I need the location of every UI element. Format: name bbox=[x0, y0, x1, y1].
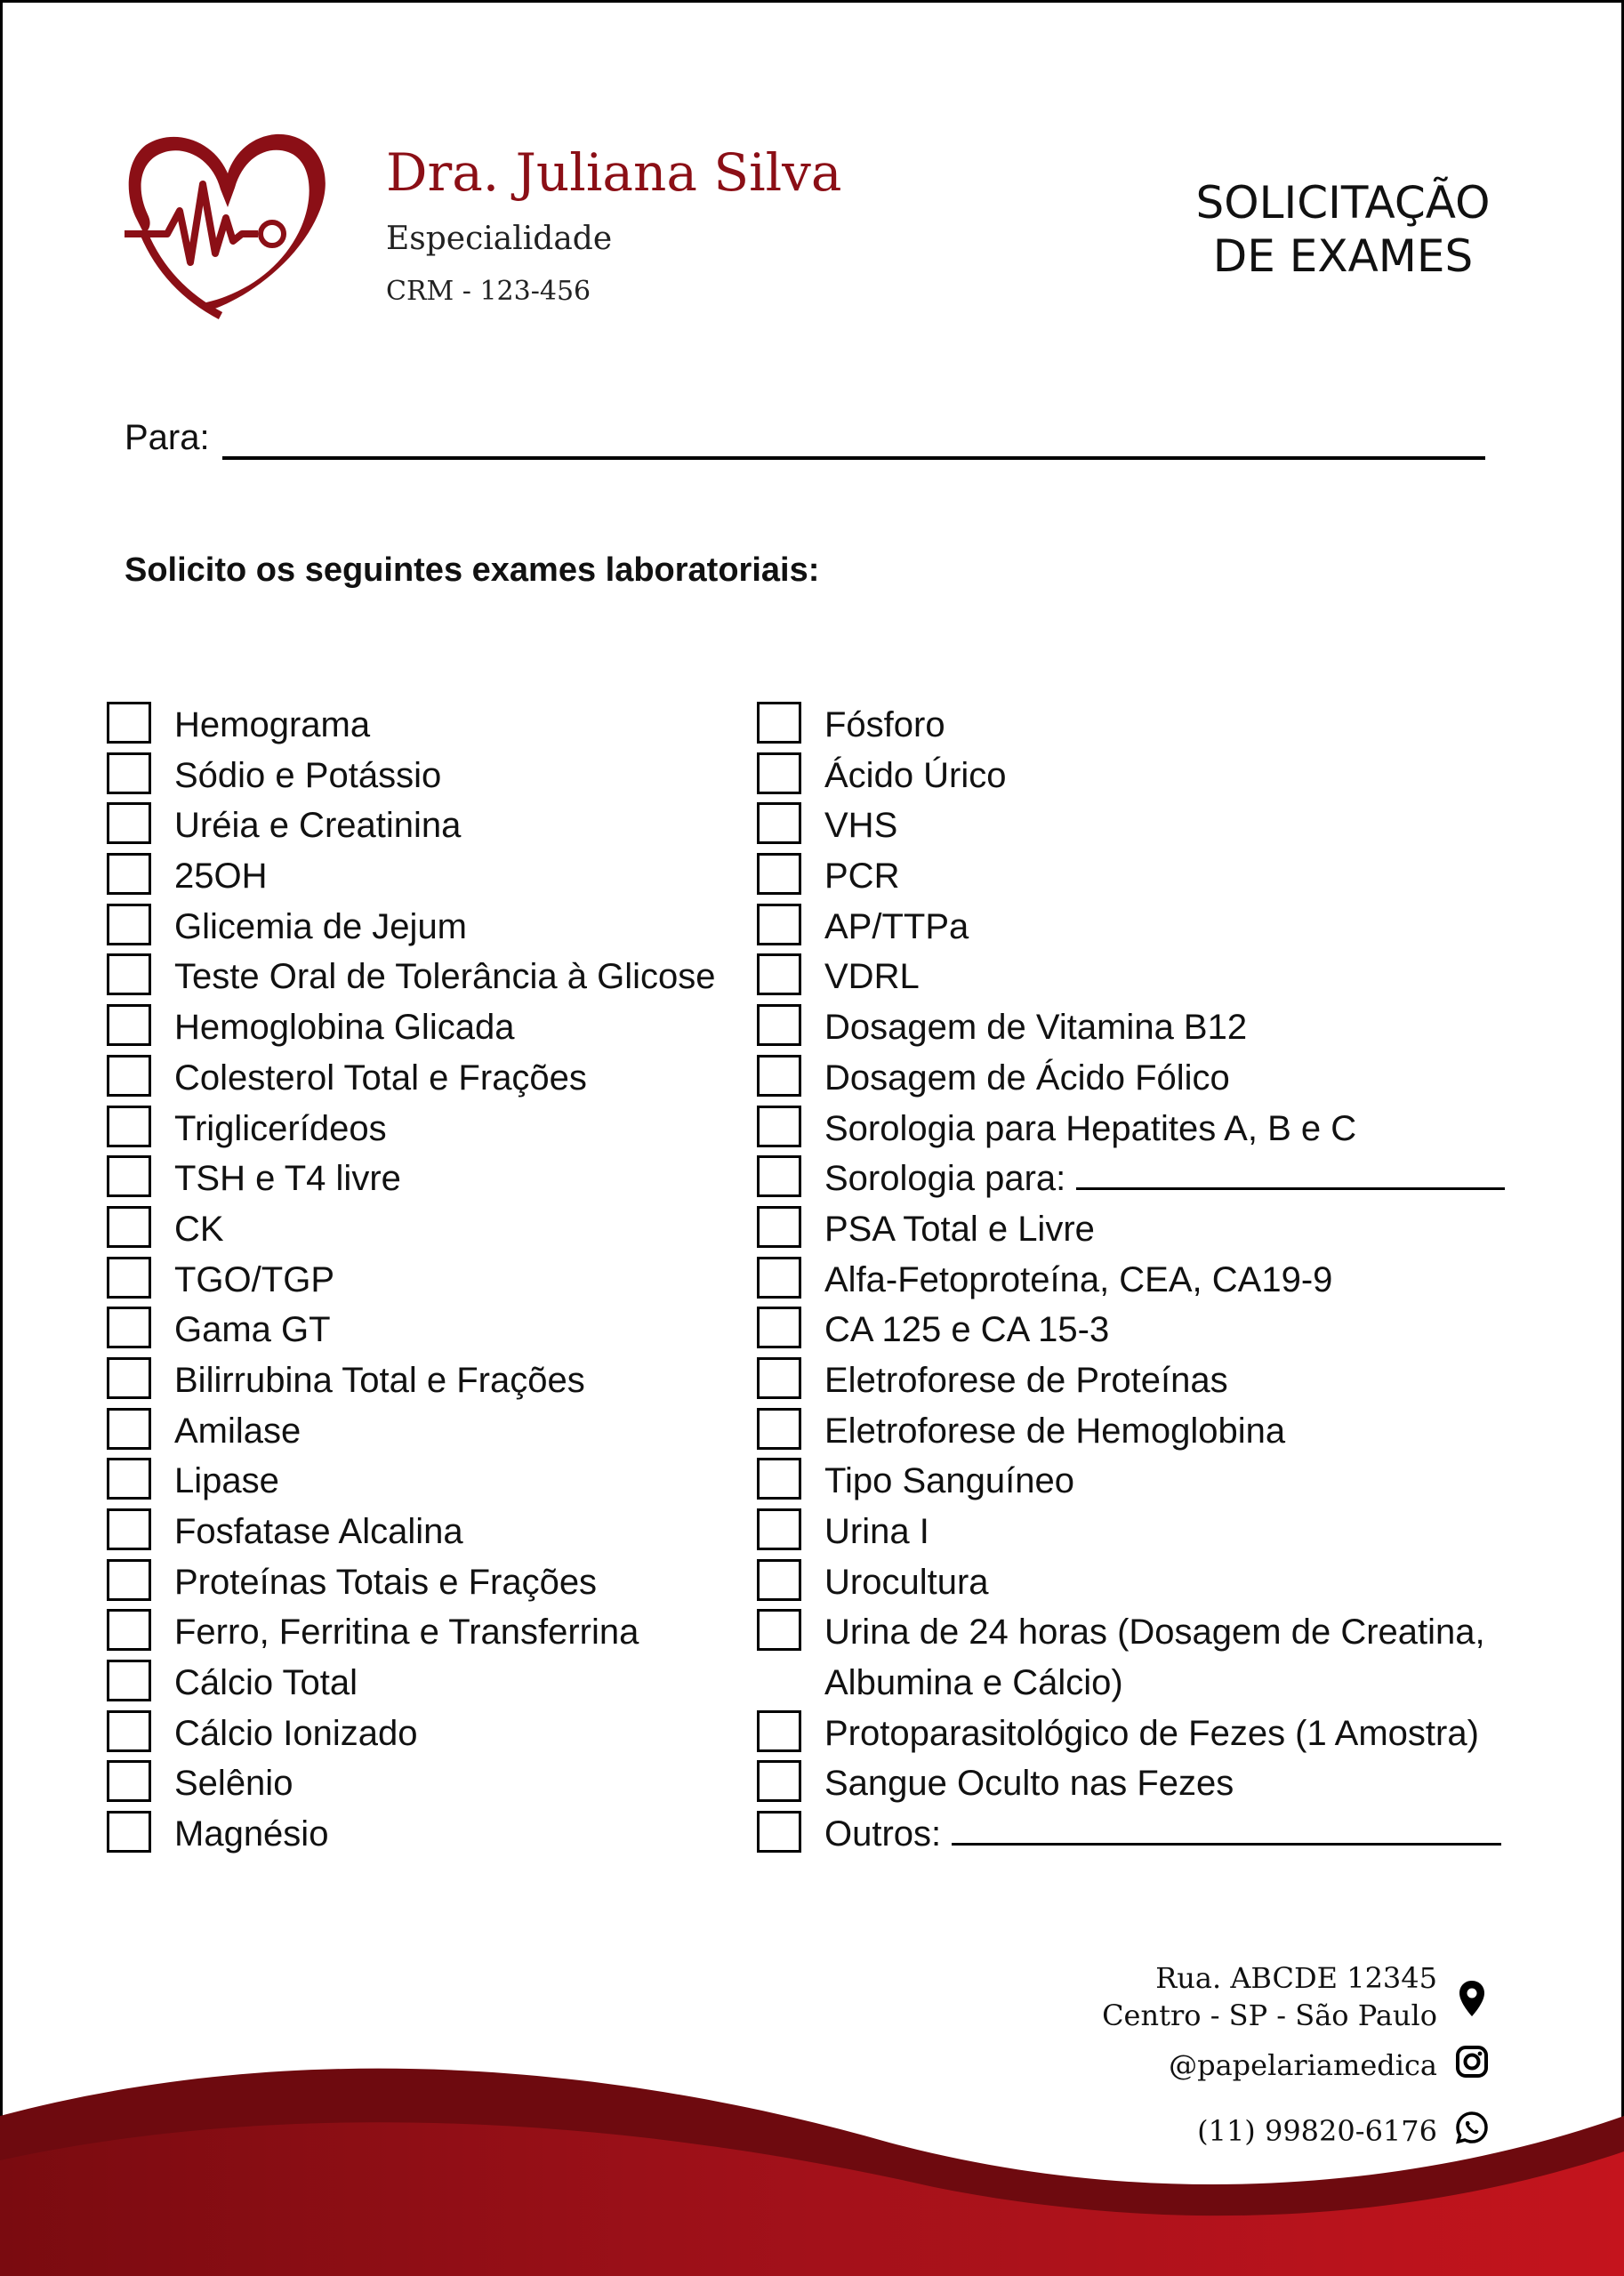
exam-checkbox[interactable] bbox=[107, 1106, 151, 1147]
exam-label bbox=[824, 1154, 1505, 1204]
exam-checkbox[interactable] bbox=[107, 904, 151, 945]
exam-checkbox[interactable] bbox=[757, 1508, 801, 1550]
exam-checkbox[interactable] bbox=[107, 853, 151, 895]
exam-label: Magnésio bbox=[174, 1814, 329, 1854]
exam-label: Bilirrubina Total e Frações bbox=[174, 1360, 585, 1400]
exam-label: Lipase bbox=[174, 1461, 279, 1501]
exam-checkbox[interactable] bbox=[107, 1307, 151, 1348]
exam-label: CK bbox=[174, 1209, 224, 1249]
instagram-handle[interactable]: @papelariamedica bbox=[1169, 2048, 1437, 2082]
para-field[interactable] bbox=[222, 456, 1485, 460]
specialty: Especialidade bbox=[386, 221, 613, 257]
exam-label: Eletroforese de Proteínas bbox=[824, 1360, 1228, 1400]
exam-checkbox[interactable] bbox=[757, 1811, 801, 1853]
exam-checkbox[interactable] bbox=[757, 904, 801, 945]
exam-checkbox[interactable] bbox=[757, 752, 801, 794]
doctor-name: Dra. Juliana Silva bbox=[386, 142, 842, 203]
exam-label: Urocultura bbox=[824, 1562, 989, 1602]
exam-checkbox[interactable] bbox=[757, 702, 801, 744]
para-label: Para: bbox=[125, 418, 210, 457]
exam-checkbox[interactable] bbox=[757, 1559, 801, 1601]
exam-label: Dosagem de Ácido Fólico bbox=[824, 1058, 1230, 1098]
exam-label: Ácido Úrico bbox=[824, 755, 1007, 795]
exam-checkbox[interactable] bbox=[757, 1106, 801, 1147]
exam-label: Selênio bbox=[174, 1764, 293, 1804]
exam-checkbox[interactable] bbox=[107, 1206, 151, 1248]
exam-checkbox[interactable] bbox=[107, 1710, 151, 1752]
exam-checkbox[interactable] bbox=[757, 1206, 801, 1248]
crm-number: CRM - 123-456 bbox=[386, 276, 591, 307]
title-line-2: DE EXAMES bbox=[1212, 230, 1474, 282]
exam-checkbox[interactable] bbox=[757, 1760, 801, 1802]
exam-checkbox[interactable] bbox=[107, 1408, 151, 1450]
exam-checkbox[interactable] bbox=[757, 1257, 801, 1299]
exam-label: Colesterol Total e Frações bbox=[174, 1058, 587, 1098]
map-pin-icon bbox=[1459, 1980, 1485, 2017]
exam-label: Fosfatase Alcalina bbox=[174, 1512, 463, 1551]
exam-label: Urina I bbox=[824, 1512, 929, 1551]
exam-label: Tipo Sanguíneo bbox=[824, 1461, 1074, 1501]
exam-checkbox[interactable] bbox=[107, 1559, 151, 1601]
exam-checkbox[interactable] bbox=[107, 1155, 151, 1197]
exam-checkbox[interactable] bbox=[107, 1004, 151, 1046]
exam-label: VHS bbox=[824, 806, 898, 846]
exam-label: TGO/TGP bbox=[174, 1259, 334, 1299]
exam-checkbox[interactable] bbox=[757, 1609, 801, 1651]
exam-checkbox[interactable] bbox=[107, 1811, 151, 1853]
exam-checkbox[interactable] bbox=[757, 1458, 801, 1500]
exam-checkbox[interactable] bbox=[107, 1760, 151, 1802]
exam-label: Cálcio Total bbox=[174, 1663, 358, 1703]
exam-label: Hemograma bbox=[174, 705, 371, 744]
exam-checkbox[interactable] bbox=[107, 752, 151, 794]
exam-label: Triglicerídeos bbox=[174, 1108, 387, 1148]
exam-checkbox[interactable] bbox=[107, 702, 151, 744]
document-title bbox=[1156, 176, 1530, 283]
title-line-1: SOLICITAÇÃO bbox=[1195, 177, 1491, 229]
exam-label: Gama GT bbox=[174, 1310, 331, 1350]
exam-checkbox[interactable] bbox=[107, 1609, 151, 1651]
exam-label: Proteínas Totais e Frações bbox=[174, 1562, 598, 1602]
exam-label: 25OH bbox=[174, 857, 268, 897]
exam-label-continued: Albumina e Cálcio) bbox=[824, 1663, 1123, 1703]
request-heading: Solicito os seguintes exames laboratoriais: bbox=[125, 551, 820, 589]
exam-label: Hemoglobina Glicada bbox=[174, 1008, 515, 1048]
exam-label: Ferro, Ferritina e Transferrina bbox=[174, 1613, 639, 1653]
exam-label: Amilase bbox=[174, 1411, 301, 1451]
exam-label: Eletroforese de Hemoglobina bbox=[824, 1411, 1286, 1451]
exam-label: PCR bbox=[824, 857, 900, 897]
exam-checkbox[interactable] bbox=[757, 1357, 801, 1399]
exam-checkbox[interactable] bbox=[757, 1307, 801, 1348]
exam-label: Uréia e Creatinina bbox=[174, 806, 462, 846]
sorologia-label: Sorologia para: bbox=[824, 1159, 1066, 1199]
footer-wave bbox=[0, 2045, 1624, 2276]
outros-label: Outros: bbox=[824, 1814, 942, 1854]
exam-checkbox[interactable] bbox=[757, 1155, 801, 1197]
exam-label: Urina de 24 horas (Dosagem de Creatina, bbox=[824, 1613, 1485, 1653]
exam-label: CA 125 e CA 15-3 bbox=[824, 1310, 1110, 1350]
exam-checkbox[interactable] bbox=[757, 853, 801, 895]
heart-pulse-logo-icon bbox=[125, 129, 338, 320]
exam-label: Fósforo bbox=[824, 705, 945, 744]
exam-checkbox[interactable] bbox=[757, 1710, 801, 1752]
exam-checkbox[interactable] bbox=[107, 1458, 151, 1500]
exam-checkbox[interactable] bbox=[757, 953, 801, 995]
exam-checkbox[interactable] bbox=[107, 1508, 151, 1550]
exam-label: Teste Oral de Tolerância à Glicose bbox=[174, 957, 716, 997]
exam-checkbox[interactable] bbox=[107, 1055, 151, 1097]
exam-label: Protoparasitológico de Fezes (1 Amostra) bbox=[824, 1713, 1479, 1753]
exam-checkbox[interactable] bbox=[107, 1257, 151, 1299]
sorologia-fill-field[interactable] bbox=[1076, 1161, 1505, 1190]
exam-label: Cálcio Ionizado bbox=[174, 1713, 418, 1753]
outros-fill-field[interactable] bbox=[952, 1816, 1501, 1846]
exam-label: Sódio e Potássio bbox=[174, 755, 442, 795]
phone-number[interactable]: (11) 99820-6176 bbox=[1197, 2114, 1437, 2148]
exam-label: Alfa-Fetoproteína, CEA, CA19-9 bbox=[824, 1259, 1333, 1299]
exam-label: AP/TTPa bbox=[824, 906, 969, 946]
exam-checkbox[interactable] bbox=[757, 1004, 801, 1046]
exam-label: TSH e T4 livre bbox=[174, 1159, 401, 1199]
exam-checkbox[interactable] bbox=[757, 802, 801, 844]
exam-label: Sorologia para Hepatites A, B e C bbox=[824, 1108, 1357, 1148]
exam-checkbox[interactable] bbox=[757, 1408, 801, 1450]
exam-label bbox=[824, 1809, 1501, 1860]
exam-checkbox[interactable] bbox=[107, 953, 151, 995]
address-line-2: Centro - SP - São Paulo bbox=[1102, 1999, 1437, 2032]
exam-label: Dosagem de Vitamina B12 bbox=[824, 1008, 1248, 1048]
exam-checkbox[interactable] bbox=[107, 1660, 151, 1701]
exam-checkbox[interactable] bbox=[757, 1055, 801, 1097]
exam-checkbox[interactable] bbox=[107, 1357, 151, 1399]
address-line-1: Rua. ABCDE 12345 bbox=[1155, 1961, 1437, 1995]
exam-label: PSA Total e Livre bbox=[824, 1209, 1095, 1249]
exam-checkbox[interactable] bbox=[107, 802, 151, 844]
exam-label: Glicemia de Jejum bbox=[174, 906, 468, 946]
exam-label: Sangue Oculto nas Fezes bbox=[824, 1764, 1234, 1804]
exam-label: VDRL bbox=[824, 957, 920, 997]
